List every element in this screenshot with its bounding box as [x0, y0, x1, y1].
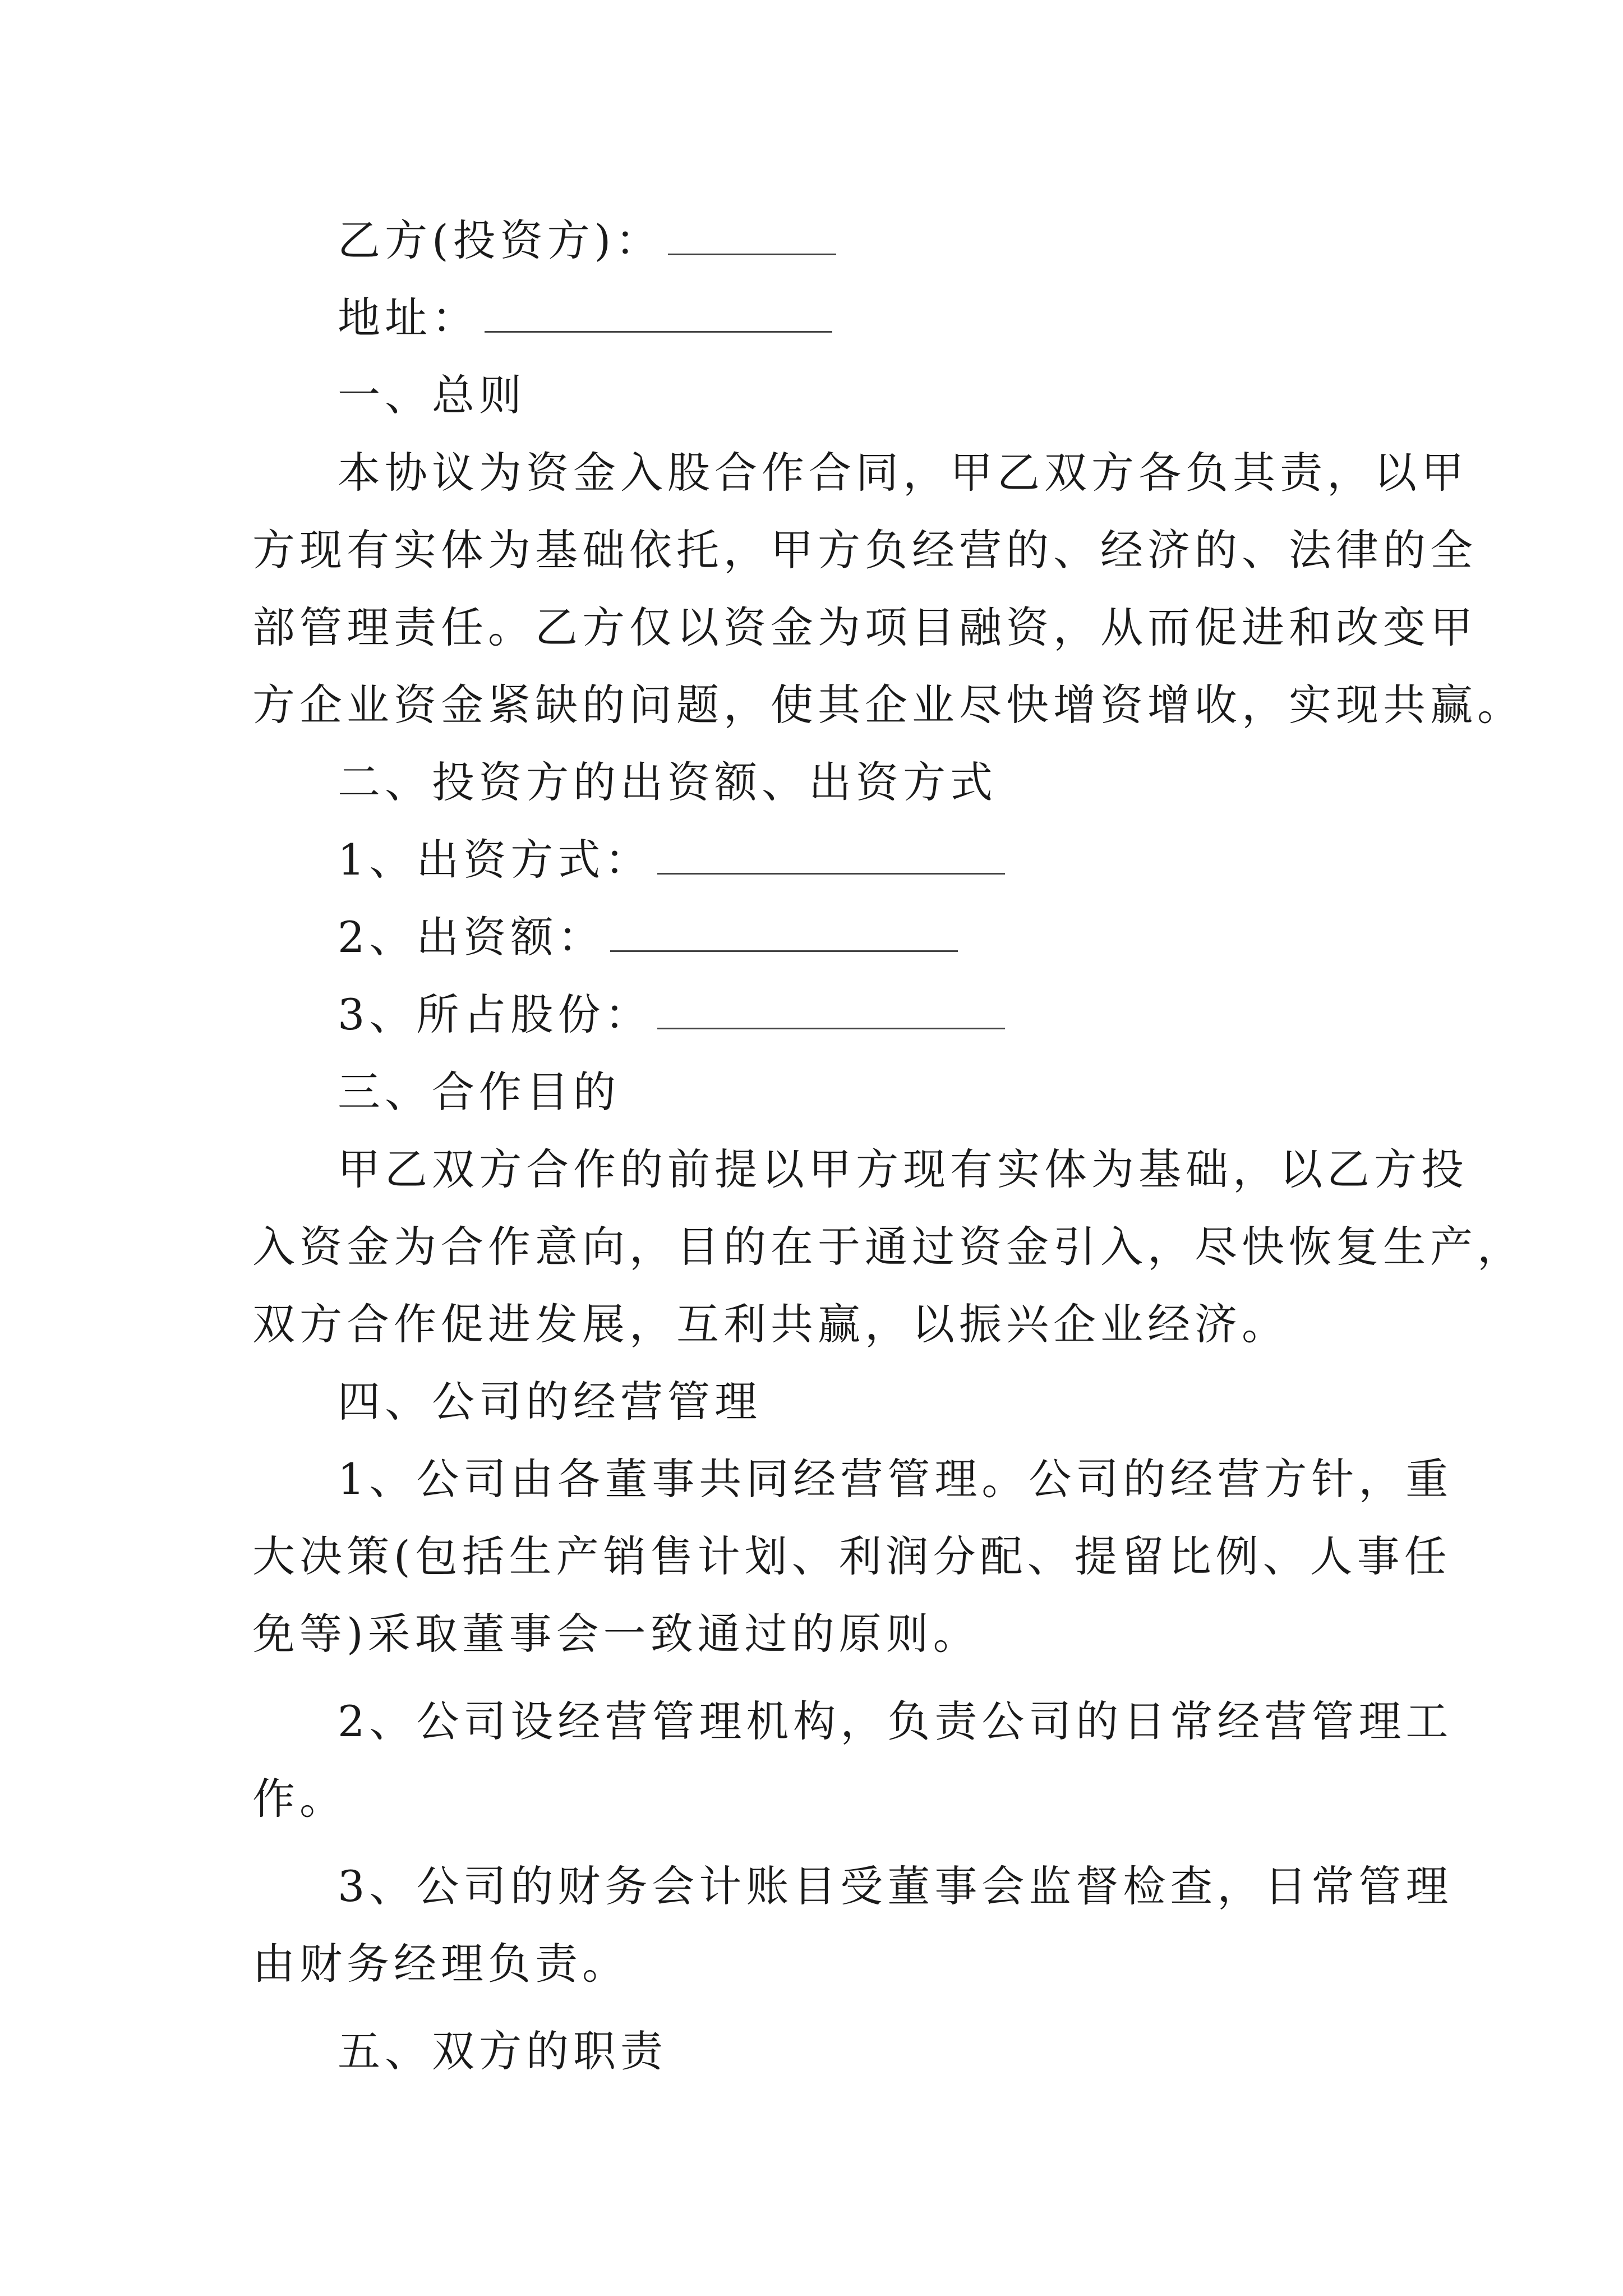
party-b-line: [252, 202, 1385, 279]
paragraph-line: 入资金为合作意向，目的在于通过资金引入，尽快恢复生产，: [252, 1222, 1524, 1272]
paragraph-line: 大决策(包括生产销售计划、利润分配、提留比例、人事任: [252, 1531, 1451, 1581]
section-heading-2: 二、投资方的出资额、出资方式: [338, 757, 997, 807]
item-amount-line: [252, 899, 1385, 976]
item-amount-label: 2、出资额：: [338, 912, 605, 962]
item-method-line: [252, 821, 1385, 899]
party-b-label: 乙方(投资方)：: [338, 215, 663, 265]
paragraph-line: 本协议为资金入股合作合同，甲乙双方各负其责，以甲: [338, 448, 1468, 498]
document-body: [252, 202, 1524, 2090]
paragraph-line: 双方合作促进发展，互利共赢，以振兴企业经济。: [252, 1299, 1289, 1349]
item-share-label: 3、所占股份：: [338, 990, 652, 1039]
paragraph-line: 2、公司设经营管理机构，负责公司的日常经营管理工: [338, 1696, 1453, 1746]
paragraph-line: 作。: [252, 1774, 347, 1824]
paragraph-line: 由财务经理负责。: [252, 1939, 629, 1989]
item-method-label: 1、出资方式：: [338, 835, 652, 885]
paragraph-line: 部管理责任。乙方仅以资金为项目融资，从而促进和改变甲: [252, 602, 1477, 652]
address-blank: [485, 296, 832, 333]
paragraph-line: 1、公司由各董事共同经营管理。公司的经营方针，重: [338, 1454, 1453, 1504]
paragraph-line: 方企业资金紧缺的问题，使其企业尽快增资增收，实现共赢。: [252, 680, 1524, 730]
section-heading-3: 三、合作目的: [338, 1067, 620, 1117]
section-heading-1: 一、总则: [338, 370, 526, 420]
item-method-blank: [657, 838, 1005, 875]
paragraph-line: 免等)采取董事会一致通过的原则。: [252, 1609, 980, 1659]
item-amount-blank: [610, 915, 958, 952]
item-share-line: [252, 976, 1385, 1053]
party-b-blank: [668, 219, 836, 255]
address-line: [252, 279, 1385, 357]
item-share-blank: [657, 993, 1005, 1029]
paragraph-line: 方现有实体为基础依托，甲方负经营的、经济的、法律的全: [252, 525, 1477, 575]
paragraph-line: 3、公司的财务会计账目受董事会监督检查，日常管理: [338, 1861, 1453, 1911]
section-heading-4: 四、公司的经营管理: [338, 1377, 762, 1427]
address-label: 地址：: [338, 293, 479, 343]
section-heading-5: 五、双方的职责: [338, 2026, 667, 2076]
paragraph-line: 甲乙双方合作的前提以甲方现有实体为基础，以乙方投: [338, 1144, 1468, 1194]
